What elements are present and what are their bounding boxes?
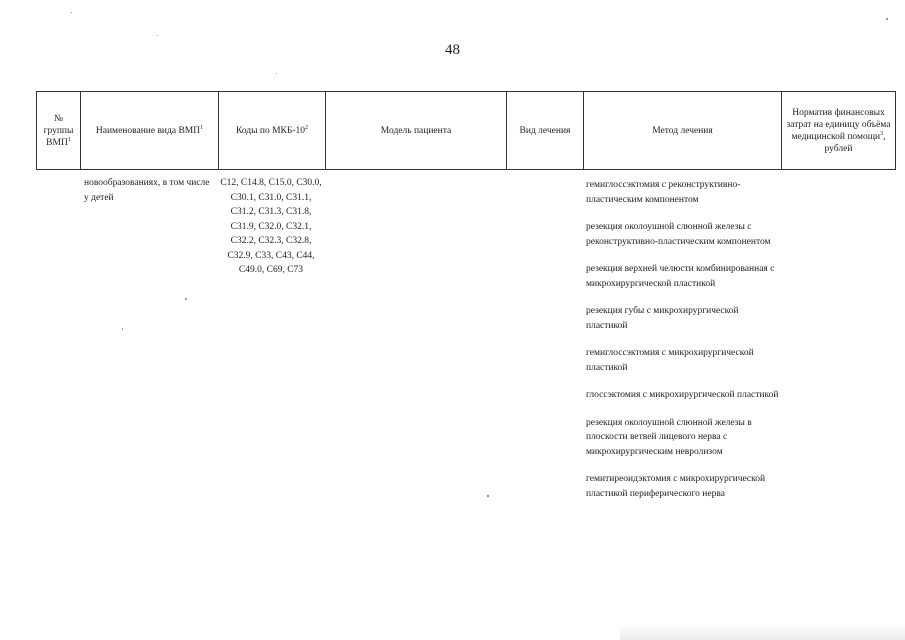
scan-speck	[276, 73, 277, 74]
header-cost-norm-footnote: 3	[880, 130, 884, 137]
row-vmp-name: новообразованиях, в том числе у детей	[84, 178, 210, 203]
header-cost-norm	[782, 92, 896, 170]
treatment-method-item: глоссэктомия с микрохирургической пластикой	[586, 390, 779, 400]
header-group-no-symbol: №	[53, 113, 64, 124]
treatment-method-item: резекция околоушной слюнной железы с реконструктивно-пластическим компонентом	[586, 222, 771, 247]
header-group-no-line3: ВМП	[46, 137, 68, 148]
header-cost-norm-text: Норматив финансовых затрат на единицу объёма медицинской помощи	[786, 107, 891, 142]
header-icd-codes-text: Коды по МКБ-10	[235, 125, 306, 136]
treatment-method-item: гемиглоссэктомия с реконструктивно-пластическим компонентом	[586, 180, 741, 205]
header-patient-model-text: Модель пациента	[380, 125, 452, 136]
header-icd-codes	[219, 92, 326, 170]
header-vmp-name-text: Наименование вида ВМП	[95, 125, 201, 136]
header-table	[36, 91, 896, 170]
row-icd-codes: C12, C14.8, C15.0, C30.0, C30.1, C31.0, C31.1, C31.2, C31.3, C31.8, C31.9, C32.0, C32.1, C32.2, C32.3, C32.8, C32.9, C33, C43, C44, C49.0, C69, C73	[220, 178, 322, 275]
header-group-no	[37, 92, 81, 170]
treatment-method-item: гемитиреоидэктомия с микрохирургической пластикой периферического нерва	[586, 474, 766, 499]
page-number: 48	[445, 42, 460, 58]
header-row	[37, 92, 896, 170]
scan-speck	[185, 298, 187, 300]
header-group-no-footnote: 1	[67, 136, 71, 143]
scan-speck	[886, 18, 888, 20]
treatment-method-list	[586, 178, 782, 514]
treatment-method-item: резекция верхней челюсти комбинированная с микрохирургической пластикой	[586, 264, 775, 289]
treatment-method-item: резекция околоушной слюнной железы в плоскости ветвей лицевого нерва с микрохирургическим невролизом	[586, 417, 752, 457]
header-treatment-method-text: Метод лечения	[652, 125, 713, 136]
header-patient-model	[326, 92, 507, 170]
header-vmp-name-footnote: 1	[200, 124, 204, 131]
header-icd-codes-footnote: 2	[305, 124, 309, 131]
scan-speck	[71, 12, 72, 13]
header-treatment-method	[584, 92, 782, 170]
scan-speck	[157, 35, 158, 36]
scan-speck	[487, 495, 489, 497]
header-vmp-name	[81, 92, 219, 170]
treatment-method-item: гемиглоссэктомия с микрохирургической пластикой	[586, 348, 754, 373]
treatment-method-item: резекция губы с микрохирургической пластикой	[586, 306, 739, 331]
header-cost-norm-suffix: , рублей	[824, 131, 886, 154]
header-treatment-type	[507, 92, 584, 170]
scan-speck	[122, 328, 123, 330]
header-treatment-type-text: Вид лечения	[519, 125, 571, 136]
scan-edge-shadow	[620, 624, 905, 640]
header-group-no-line2: группы	[43, 125, 74, 136]
